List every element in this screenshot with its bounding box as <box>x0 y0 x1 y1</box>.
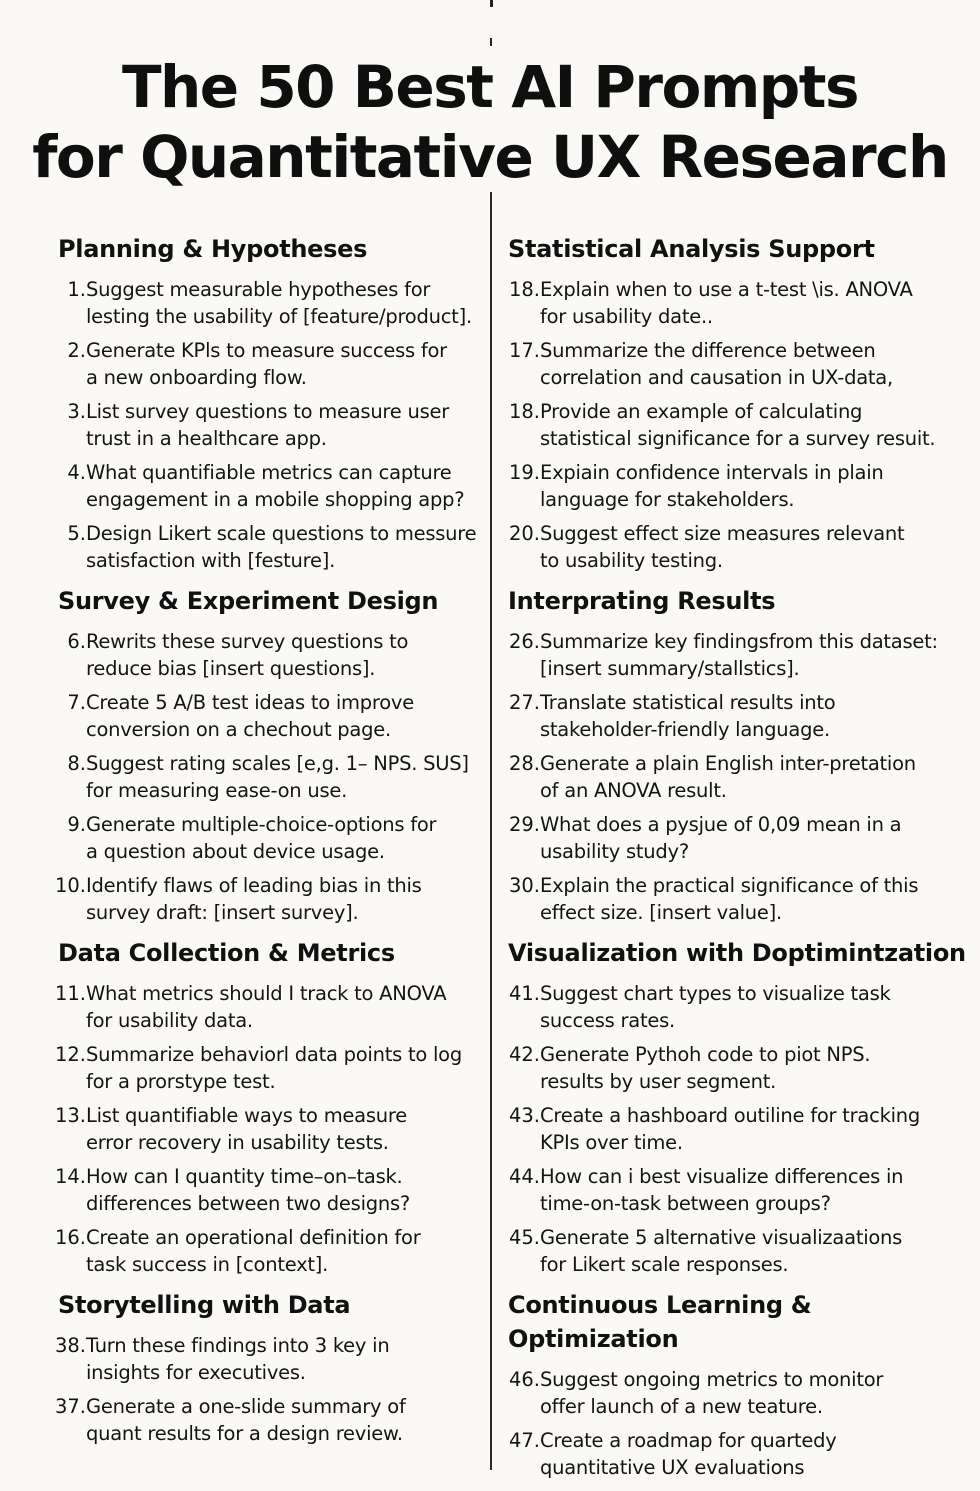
item-text-line: Summarize behaviorl data points to log <box>86 1043 462 1066</box>
item-text-line: correlation and causation in UX-data, <box>540 366 893 389</box>
item-text-line: quantitative UX evaluations <box>540 1456 805 1479</box>
list-item <box>50 689 482 743</box>
item-number: 28. <box>508 752 540 775</box>
section-heading: Survey & Experiment Design <box>58 587 439 615</box>
list-item <box>50 1224 482 1278</box>
item-text-line: Create a hashboard outiline for tracking <box>540 1104 921 1127</box>
item-number: 4. <box>67 461 86 484</box>
item-text <box>86 1041 462 1095</box>
item-number: 7. <box>67 691 86 714</box>
item-text-line: effect size. [insert value]. <box>540 901 782 924</box>
item-text-line: How can I quantity time–on–task. <box>86 1165 403 1188</box>
item-number: 26. <box>508 630 540 653</box>
item-text <box>540 1163 903 1217</box>
item-text <box>86 750 469 804</box>
list-item <box>505 628 975 682</box>
item-text-line: [insert summary/stallstics]. <box>540 657 800 680</box>
list-item <box>505 1163 975 1217</box>
page-title <box>0 52 980 192</box>
item-text <box>540 276 913 330</box>
list-item <box>505 1427 975 1481</box>
item-text-line: a new onboarding flow. <box>86 366 307 389</box>
item-text <box>86 1224 421 1278</box>
item-text <box>540 337 893 391</box>
list-item <box>505 398 975 452</box>
item-text-line: a question about device usage. <box>86 840 385 863</box>
item-number: 6. <box>67 630 86 653</box>
item-number: 18. <box>508 400 540 423</box>
list-item <box>505 1366 975 1420</box>
item-text-line: Suggest ongoing metrics to monitor <box>540 1368 884 1391</box>
item-text-line: Generate KPls to measure success for <box>86 339 447 362</box>
item-number: 46. <box>508 1368 540 1391</box>
item-text-line: Explain the practical significance of this <box>540 874 919 897</box>
item-text-line: Generate 5 alternative visualizaations <box>540 1226 903 1249</box>
item-text-line: satisfaction with [festure]. <box>86 549 336 572</box>
item-text <box>86 520 476 574</box>
item-text-line: for a prorstype test. <box>86 1070 276 1093</box>
item-text-line: Design Likert scale questions to messure <box>86 522 477 545</box>
list-item <box>50 811 482 865</box>
item-number: 5. <box>67 522 86 545</box>
item-text-line: Generate a plain English inter-pretation <box>540 752 916 775</box>
item-number: 37. <box>54 1395 86 1418</box>
item-text-line: time-on-task between groups? <box>540 1192 831 1215</box>
item-text-line: reduce bias [insert questions]. <box>86 657 376 680</box>
item-text-line: error recovery in usability tests. <box>86 1131 389 1154</box>
item-text-line: KPIs over time. <box>540 1131 683 1154</box>
item-text-line: offer launch of a new teature. <box>540 1395 823 1418</box>
item-text <box>540 628 938 682</box>
list-item <box>505 459 975 513</box>
item-text <box>540 1041 870 1095</box>
item-text-line: Suggest rating scales [e,g. 1– NPS. SUS] <box>86 752 469 775</box>
right-column <box>505 232 975 1491</box>
item-number: 1. <box>67 278 86 301</box>
section <box>50 936 482 1278</box>
item-text <box>540 811 901 865</box>
list-item <box>50 1332 482 1386</box>
item-text-line: Identify flaws of leading bias in this <box>86 874 422 897</box>
list-item <box>50 276 482 330</box>
list-item <box>50 1041 482 1095</box>
item-text-line: What metrics should I track to ANOVA <box>86 982 447 1005</box>
item-text-line: Suggest chart types to visualize task <box>540 982 891 1005</box>
item-text-line: Summarize the difference between <box>540 339 876 362</box>
item-number: 29. <box>508 813 540 836</box>
section-heading: Data Collection & Metrics <box>58 939 395 967</box>
item-text <box>540 980 891 1034</box>
item-number: 42. <box>508 1043 540 1066</box>
item-text-line: of an ANOVA result. <box>540 779 727 802</box>
item-number: 27. <box>508 691 540 714</box>
item-text-line: insights for executives. <box>86 1361 306 1384</box>
list-item <box>50 459 482 513</box>
item-number: 3. <box>67 400 86 423</box>
item-text <box>86 398 449 452</box>
item-text-line: Rewrits these survey questions to <box>86 630 409 653</box>
item-text-line: quant results for a design review. <box>86 1422 403 1445</box>
item-number: 14. <box>54 1165 86 1188</box>
list-item <box>50 628 482 682</box>
list-item <box>505 872 975 926</box>
list-item <box>50 337 482 391</box>
item-text <box>540 750 916 804</box>
section-heading: Continuous Learning & Optimization <box>508 1291 812 1353</box>
item-text <box>540 1224 902 1278</box>
item-text-line: Generate multiple-choice-options for <box>86 813 437 836</box>
item-text <box>540 1427 837 1481</box>
section <box>505 936 975 1278</box>
item-text-line: Create 5 A/B test ideas to improve <box>86 691 414 714</box>
item-text <box>540 689 835 743</box>
item-number: 44. <box>508 1165 540 1188</box>
item-number: 10. <box>54 874 86 897</box>
section-heading: Storytelling with Data <box>58 1291 351 1319</box>
item-text <box>86 1163 410 1217</box>
item-text-line: Turn these findings into 3 key in <box>86 1334 390 1357</box>
item-text-line: task success in [context]. <box>86 1253 329 1276</box>
item-text <box>540 398 935 452</box>
item-text-line: lesting the usability of [feature/product]. <box>86 305 472 328</box>
section-heading: Visualization with Doptimintzation <box>508 939 966 967</box>
item-text-line: conversion on a chechout page. <box>86 718 391 741</box>
item-text <box>86 276 472 330</box>
item-text <box>86 1393 406 1447</box>
column-divider <box>490 192 492 1470</box>
item-text <box>86 811 436 865</box>
item-number: 20. <box>508 522 540 545</box>
item-text-line: Create a roadmap for quartedy <box>540 1429 837 1452</box>
item-text-line: Explain when to use a t-test \is. ANOVA <box>540 278 913 301</box>
item-number: 47. <box>508 1429 540 1452</box>
item-text-line: Create an operational definition for <box>86 1226 421 1249</box>
item-text <box>540 872 918 926</box>
item-text-line: success rates. <box>540 1009 675 1032</box>
item-number: 45. <box>508 1226 540 1249</box>
item-text-line: to usability testing. <box>540 549 723 572</box>
item-text-line: What does a pysjue of 0,09 mean in a <box>540 813 902 836</box>
item-text <box>86 628 408 682</box>
section <box>505 232 975 574</box>
top-tick-mark <box>490 0 493 7</box>
item-text-line: results by user segment. <box>540 1070 777 1093</box>
item-number: 2. <box>67 339 86 362</box>
list-item <box>505 1102 975 1156</box>
item-text-line: How can i best visualize differences in <box>540 1165 904 1188</box>
item-number: 9. <box>67 813 86 836</box>
item-number: 41. <box>508 982 540 1005</box>
list-item <box>505 1224 975 1278</box>
section <box>50 1288 482 1447</box>
item-number: 30. <box>508 874 540 897</box>
item-text-line: Suggest measurable hypotheses for <box>86 278 431 301</box>
item-text-line: Summarize key findingsfrom this dataset: <box>540 630 938 653</box>
item-text <box>540 459 883 513</box>
section <box>505 584 975 926</box>
item-text <box>86 872 422 926</box>
item-number: 43. <box>508 1104 540 1127</box>
item-text-line: usability study? <box>540 840 689 863</box>
list-item <box>505 520 975 574</box>
item-text-line: for usability data. <box>86 1009 253 1032</box>
item-text-line: survey draft: [insert survey]. <box>86 901 359 924</box>
item-text-line: List survey questions to measure user <box>86 400 450 423</box>
section-heading: Planning & Hypotheses <box>58 235 368 263</box>
section-heading: Statistical Analysis Support <box>508 235 875 263</box>
section-heading: Interprating Results <box>508 587 776 615</box>
list-item <box>50 398 482 452</box>
item-number: 38. <box>54 1334 86 1357</box>
item-number: 16. <box>54 1226 86 1249</box>
item-text <box>540 520 904 574</box>
item-text-line: statistical significance for a survey resuit. <box>540 427 936 450</box>
small-tick-mark <box>490 38 492 46</box>
item-text <box>86 1102 407 1156</box>
title-line-1: The 50 Best AI Prompts <box>121 53 859 121</box>
section <box>50 584 482 926</box>
item-text <box>86 1332 389 1386</box>
item-number: 8. <box>67 752 86 775</box>
list-item <box>505 811 975 865</box>
item-number: 11. <box>54 982 86 1005</box>
item-text <box>540 1366 883 1420</box>
item-text <box>86 980 446 1034</box>
item-text-line: engagement in a mobile shopping app? <box>86 488 465 511</box>
list-item <box>50 1102 482 1156</box>
section <box>505 1288 975 1481</box>
item-text-line: Generate a one-slide summary of <box>86 1395 406 1418</box>
list-item <box>50 520 482 574</box>
item-text-line: stakeholder-friendly language. <box>540 718 830 741</box>
left-column <box>50 232 482 1457</box>
item-number: 17. <box>508 339 540 362</box>
item-number: 13. <box>54 1104 86 1127</box>
item-number: 12. <box>54 1043 86 1066</box>
list-item <box>505 1041 975 1095</box>
list-item <box>505 980 975 1034</box>
item-text <box>86 337 447 391</box>
item-text-line: for usability date.. <box>540 305 713 328</box>
item-text-line: List quantifiable ways to measure <box>86 1104 407 1127</box>
list-item <box>50 1393 482 1447</box>
title-line-2: for Quantitative UX Research <box>32 123 948 191</box>
item-text <box>86 689 414 743</box>
item-text-line: Suggest effect size measures relevant <box>540 522 905 545</box>
item-text <box>86 459 464 513</box>
item-text-line: Provide an example of calculating <box>540 400 863 423</box>
item-text-line: for measuring ease-on use. <box>86 779 348 802</box>
item-text-line: language for stakeholders. <box>540 488 795 511</box>
item-text-line: Translate statistical results into <box>540 691 836 714</box>
list-item <box>505 689 975 743</box>
list-item <box>50 1163 482 1217</box>
item-text-line: Generate Pythoh code to piot NPS. <box>540 1043 871 1066</box>
list-item <box>505 750 975 804</box>
list-item <box>505 337 975 391</box>
list-item <box>50 980 482 1034</box>
item-text-line: What quantifiable metrics can capture <box>86 461 452 484</box>
item-text <box>540 1102 920 1156</box>
item-number: 18. <box>508 278 540 301</box>
item-number: 19. <box>508 461 540 484</box>
item-text-line: differences between two designs? <box>86 1192 410 1215</box>
item-text-line: for Likert scale responses. <box>540 1253 789 1276</box>
list-item <box>505 276 975 330</box>
list-item <box>50 872 482 926</box>
item-text-line: trust in a healthcare app. <box>86 427 327 450</box>
section <box>50 232 482 574</box>
list-item <box>50 750 482 804</box>
item-text-line: Expiain confidence intervals in plain <box>540 461 884 484</box>
